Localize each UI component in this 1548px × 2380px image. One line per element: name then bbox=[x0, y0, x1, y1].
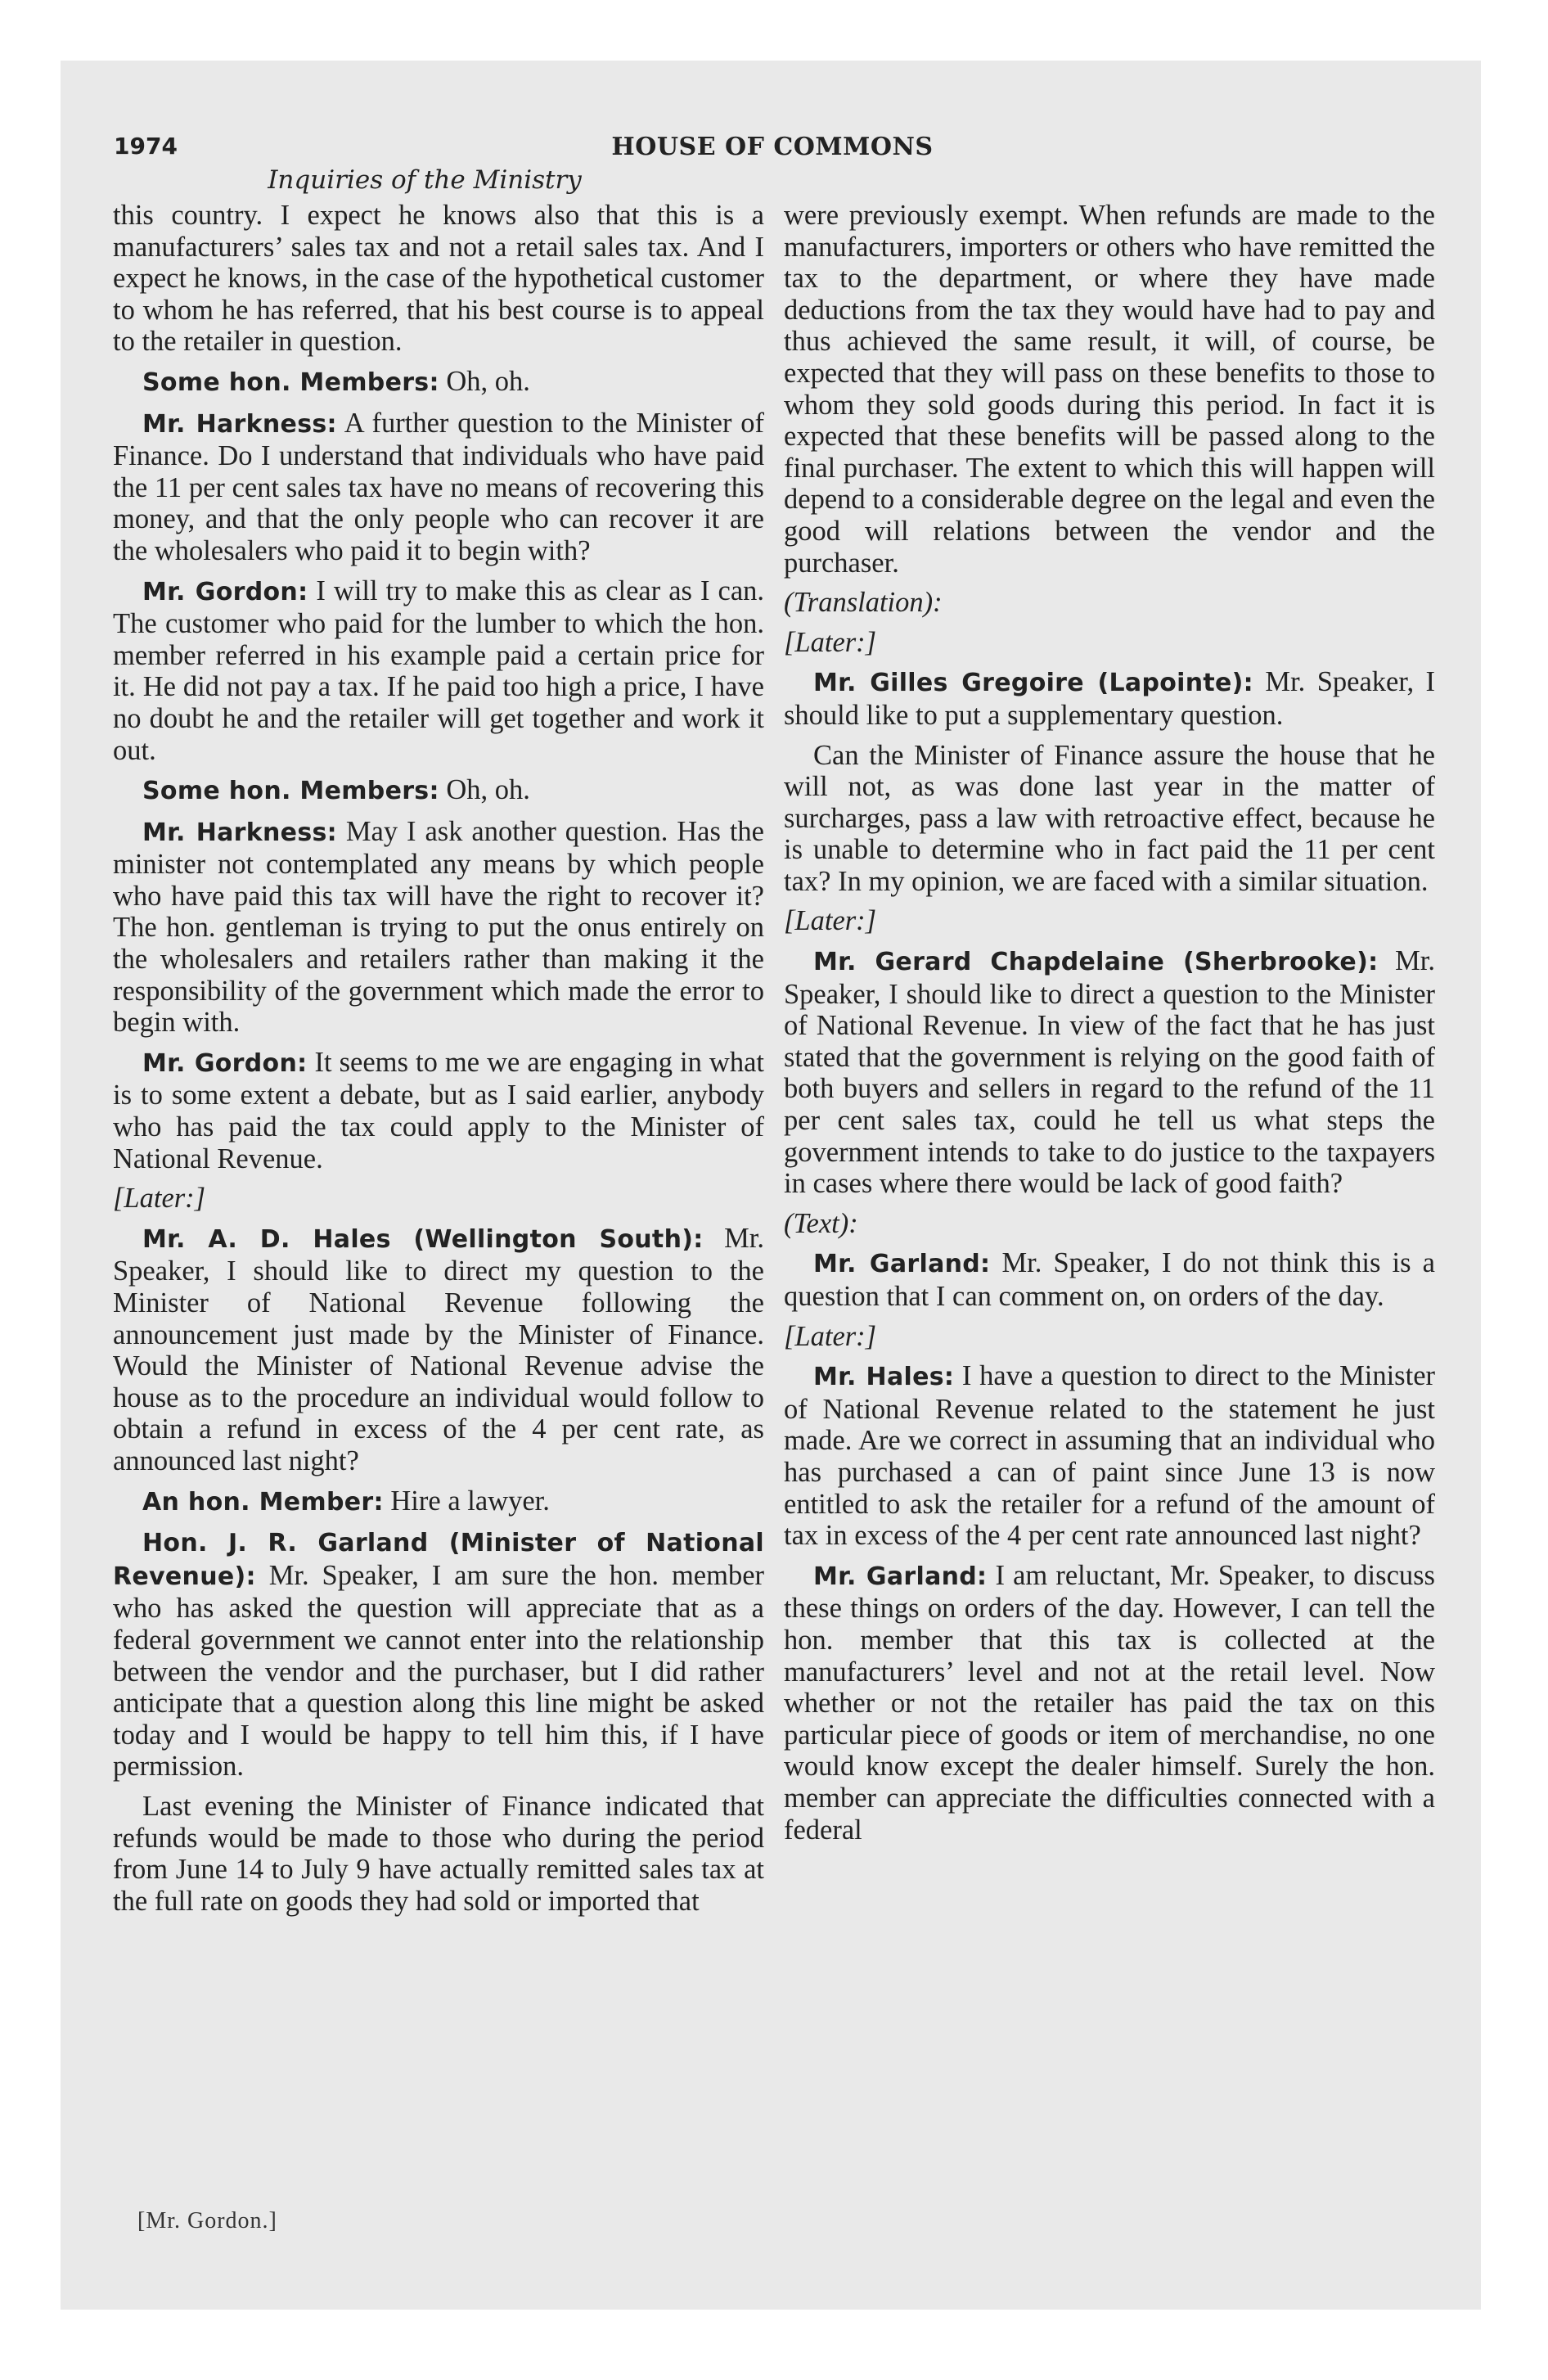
paragraph-text: Hire a lawyer. bbox=[383, 1485, 550, 1517]
speaker-name: Hon. J. R. Garland (Minister of National Revenue): bbox=[113, 1529, 764, 1591]
speaker-name: An hon. Member: bbox=[142, 1487, 384, 1517]
paragraph-text: Last evening the Minister of Finance indicated that refunds would be made to those who during the period from June 14 to July 9 have actually remitted sales tax at the full rate on goods they had sold or imported that bbox=[113, 1790, 764, 1917]
paragraph bbox=[113, 774, 764, 808]
paragraph bbox=[113, 1223, 764, 1477]
section-label: [Later:] bbox=[784, 626, 877, 658]
paragraph bbox=[784, 945, 1435, 1200]
footer-speaker-note: [Mr. Gordon.] bbox=[137, 2208, 277, 2234]
paragraph-text: I have a question to direct to the Minister of National Revenue related to the statement he just made. Are we correct in assuming that an individual who has purchased a can of paint since June 13 is now entitled to ask the retailer for a refund of the amount of tax in excess of the 4 per cent rate announced last night? bbox=[784, 1360, 1435, 1552]
paragraph-text: Oh, oh. bbox=[439, 774, 530, 806]
paragraph bbox=[113, 1791, 764, 1917]
paragraph bbox=[113, 408, 764, 567]
section-label: (Translation): bbox=[784, 587, 943, 619]
section-label: [Later:] bbox=[784, 905, 877, 937]
speaker-name: Mr. Garland: bbox=[813, 1250, 991, 1279]
paragraph-text: May I ask another question. Has the minister not contemplated any means by which people who have paid this tax will have the right to recover it? The hon. gentleman is trying to put the onus entirely on the wholesalers and retailers rather than making it the responsibility of the government which made the error to begin with. bbox=[113, 815, 764, 1039]
speaker-name: Mr. Harkness: bbox=[142, 409, 337, 439]
speaker-name: Some hon. Members: bbox=[142, 367, 439, 397]
speaker-name: Mr. A. D. Hales (Wellington South): bbox=[142, 1224, 704, 1254]
paragraph-text: Oh, oh. bbox=[439, 365, 530, 397]
paragraph-text: I will try to make this as clear as I can. The customer who paid for the lumber to which the hon. member referred in his example paid a certain price for it. He did not pay a tax. If he paid too high a price, I have no doubt he and the retailer will get together and work it out. bbox=[113, 575, 765, 766]
paragraph bbox=[113, 575, 764, 767]
speaker-name: Mr. Harkness: bbox=[142, 818, 337, 847]
speaker-name: Mr. Gordon: bbox=[142, 1048, 308, 1078]
speaker-name: Mr. Gilles Gregoire (Lapointe): bbox=[813, 669, 1253, 698]
paragraph bbox=[784, 666, 1435, 731]
speaker-name: Mr. Gerard Chapdelaine (Sherbrooke): bbox=[813, 948, 1379, 977]
publication-title: HOUSE OF COMMONS bbox=[611, 133, 934, 161]
page-scan bbox=[61, 61, 1481, 2310]
paragraph bbox=[113, 816, 764, 1039]
paragraph bbox=[113, 1485, 764, 1519]
paragraph-text: A further question to the Minister of Finance. Do I understand that individuals who have paid the 11 per cent sales tax have no means of recovering this money, and that the only people who can recover it are the wholesalers who paid it to begin with? bbox=[113, 407, 764, 566]
speaker-name: Mr. Garland: bbox=[813, 1562, 988, 1591]
paragraph-text: Mr. Speaker, I should like to put a supplementary question. bbox=[784, 666, 1435, 731]
paragraph bbox=[113, 1047, 764, 1174]
left-column bbox=[113, 200, 764, 1925]
page-number: 1974 bbox=[114, 133, 178, 160]
right-column bbox=[784, 200, 1435, 1854]
paragraph-text: Can the Minister of Finance assure the house that he will not, as was done last year in the matter of surcharges, pass a law with retroactive effect, because he is unable to determine who in fact paid the 11 per cent tax? In my opinion, we are faced with a similar situation. bbox=[784, 739, 1435, 897]
paragraph bbox=[113, 1526, 764, 1783]
paragraph bbox=[113, 366, 764, 399]
speaker-name: Mr. Gordon: bbox=[142, 577, 308, 606]
paragraph-text: this country. I expect he knows also that this is a manufacturers’ sales tax and not a retail sales tax. And I expect he knows, in the case of the hypothetical customer to whom he has referred, that his best course is to appeal to the retailer in question. bbox=[113, 200, 764, 358]
section-label: (Text): bbox=[784, 1207, 858, 1239]
paragraph bbox=[784, 200, 1435, 579]
section-label: [Later:] bbox=[113, 1183, 206, 1215]
speaker-name: Mr. Hales: bbox=[813, 1363, 955, 1392]
paragraph-text: I am reluctant, Mr. Speaker, to discuss these things on orders of the day. However, I can tell the hon. member that this tax is collected at the manufacturers’ level and not at the retail level. Now whether or not the retailer has paid the tax on this particular piece of goods or item of merchandise, no one would know except the dealer himself. Surely the hon. member can appreciate the difficulties connected with a federal bbox=[784, 1559, 1435, 1846]
paragraph-text: Mr. Speaker, I am sure the hon. member who has asked the question will appreciate that as a federal government we cannot enter into the relationship between the vendor and the purchaser, but I did rather anticipate that a question along this line might be asked today and I would be happy to tell him this, if I have permission. bbox=[113, 1559, 764, 1783]
paragraph-text: Mr. Speaker, I should like to direct a question to the Minister of National Revenue. In view of the fact that he has just stated that the government is relying on the good faith of both buyers and sellers in regard to the refund of the 11 per cent sales tax, could he tell us what steps the government intends to take to do justice to the taxpayers in cases where there would be lack of good faith? bbox=[784, 945, 1435, 1200]
paragraph bbox=[784, 1360, 1435, 1552]
paragraph-text: Mr. Speaker, I should like to direct my question to the Minister of National Revenue following the announcement just made by the Minister of Finance. Would the Minister of National Revenue advise the house as to the procedure an individual would follow to obtain a refund in excess of the 4 per cent rate, as announced last night? bbox=[113, 1222, 764, 1476]
paragraph bbox=[784, 1247, 1435, 1312]
paragraph bbox=[784, 740, 1435, 898]
paragraph-text: Mr. Speaker, I do not think this is a question that I can comment on, on orders of the day. bbox=[784, 1247, 1435, 1312]
paragraph-text: It seems to me we are engaging in what is to some extent a debate, but as I said earlier, anybody who has paid the tax could apply to the Minister of National Revenue. bbox=[113, 1046, 764, 1174]
paragraph-text: were previously exempt. When refunds are made to the manufacturers, importers or others who have remitted the tax to the department, or where they have made deductions from the tax they would have had to pay and thus achieved the same result, it will, of course, be expected that they will pass on these benefits to those to whom they sold goods during this period. In fact it is expected that these benefits will be passed along to the final purchaser. The extent to which this will happen will depend to a considerable degree on the legal and even the good will relations between the vendor and the purchaser. bbox=[784, 200, 1435, 579]
section-label: [Later:] bbox=[784, 1320, 877, 1352]
section-subtitle: Inquiries of the Ministry bbox=[268, 165, 582, 195]
paragraph bbox=[113, 200, 764, 358]
paragraph bbox=[784, 1560, 1435, 1846]
speaker-name: Some hon. Members: bbox=[142, 777, 439, 806]
